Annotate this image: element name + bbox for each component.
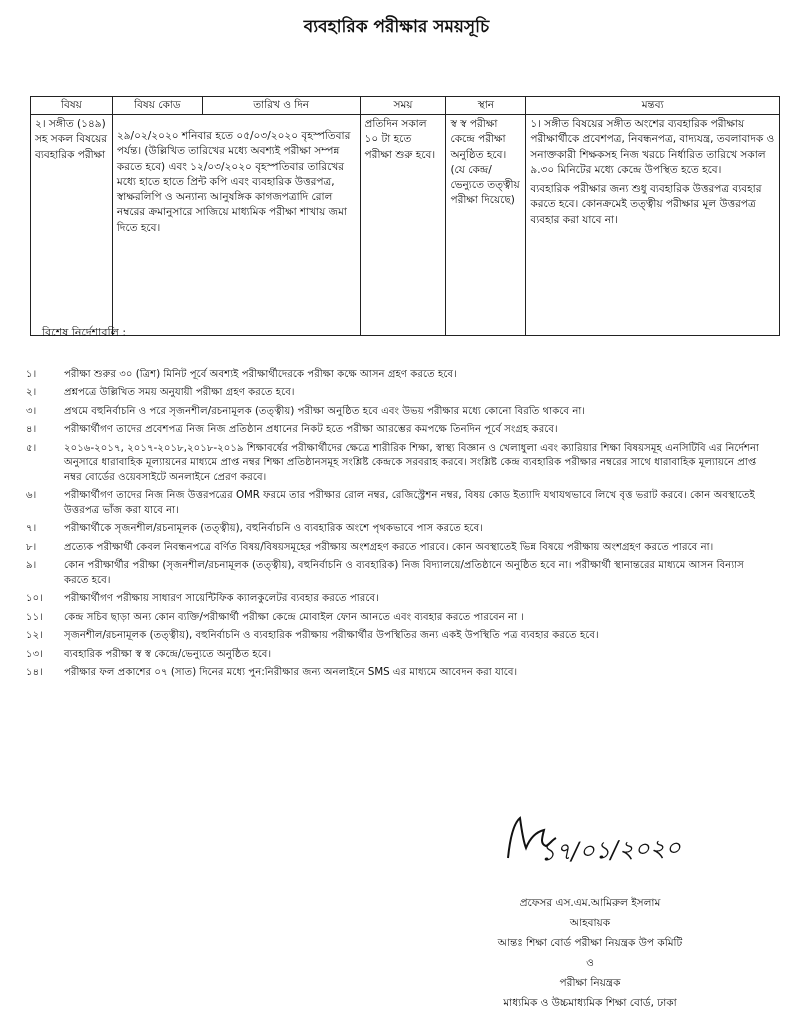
instruction-number: ৯।	[26, 560, 37, 572]
special-instructions-heading: বিশেষ নির্দেশাবলি :	[42, 326, 127, 339]
table-row	[31, 115, 780, 336]
header-subject: বিষয়	[31, 97, 113, 115]
list-item	[26, 368, 766, 382]
header-subject-code: বিষয় কোড	[112, 97, 202, 115]
list-item	[26, 629, 766, 643]
signature-date: ১৭/০১/২০২০	[539, 833, 682, 867]
list-item	[26, 386, 766, 400]
instruction-number: ৫।	[26, 442, 37, 454]
instruction-number: ৬।	[26, 490, 37, 502]
table-header-row	[31, 97, 780, 115]
cell-remarks	[526, 115, 780, 336]
instruction-number: ১০।	[26, 593, 43, 605]
list-item	[26, 405, 766, 419]
signatory-and: ও	[586, 956, 594, 969]
signatory-committee: আন্তঃ শিক্ষা বোর্ড পরীক্ষা নিয়ন্ত্রক উপ কমিটি	[497, 936, 683, 949]
instruction-number: ১৩।	[26, 648, 43, 660]
remarks-paragraph-1: ১। সঙ্গীত বিষয়ের সঙ্গীত অংশের ব্যবহারিক পরীক্ষায় পরীক্ষার্থীকে প্রবেশপত্র, নিবন্ধনপত্র, বাদ্যযন্ত্র, তবলাবাদক ও সনাক্তকারী শিক্ষকসহ নিজ খরচে নির্ধারিত তারিখে সকাল ৯.৩০ মিনিটের মধ্যে কেন্দ্রে উপস্থিত হতে হবে।	[530, 118, 775, 176]
instruction-text: পরীক্ষার্থীগণ পরীক্ষায় সাধারণ সায়েন্টিফিক ক্যালকুলেটর ব্যবহার করতে পারবে।	[64, 593, 379, 605]
list-item	[26, 541, 766, 555]
signatory-board: মাধ্যমিক ও উচ্চমাধ্যমিক শিক্ষা বোর্ড, ঢাকা	[503, 996, 677, 1009]
header-remarks: মন্তব্য	[526, 97, 780, 115]
instruction-text: কেন্দ্র সচিব ছাড়া অন্য কোন ব্যক্তি/পরীক্ষার্থী পরীক্ষা কেন্দ্রে মোবাইল ফোন আনতে এবং ব্যবহার করতে পারবেন না ।	[64, 611, 524, 623]
instruction-number: ১২।	[26, 630, 43, 642]
instruction-number: ৪।	[26, 424, 37, 436]
header-time: সময়	[360, 97, 446, 115]
instruction-text: প্রত্যেক পরীক্ষার্থী কেবল নিবন্ধনপত্রে বর্ণিত বিষয়/বিষয়সমূহের পরীক্ষায় অংশগ্রহণ করতে পারবে। কোন অবস্থাতেই ভিন্ন বিষয়ে পরীক্ষায় অংশগ্রহণ করতে পারবে না।	[64, 541, 714, 553]
instruction-text: পরীক্ষার্থীগণ তাদের প্রবেশপত্র নিজ নিজ প্রতিষ্ঠান প্রধানের নিকট হতে পরীক্ষা আরম্ভের কমপক্ষে তিনদিন পূর্বে সংগ্রহ করবে।	[64, 424, 558, 436]
instruction-text: কোন পরীক্ষার্থীর পরীক্ষা (সৃজনশীল/রচনামূলক (তত্ত্বীয়), বহুনির্বাচনি ও ব্যবহারিক) নিজ বিদ্যালয়ে/প্রতিষ্ঠানে অনুষ্ঠিত হবে না। পরীক্ষার্থী স্থানান্তরের মাধ্যমে আসন বিন্যাস করতে হবে।	[64, 560, 744, 586]
instruction-text: প্রশ্নপত্রে উল্লিখিত সময় অনুযায়ী পরীক্ষা গ্রহণ করতে হবে।	[64, 387, 295, 399]
remarks-paragraph-2: ব্যবহারিক পরীক্ষার জন্য শুধু ব্যবহারিক উত্তরপত্র ব্যবহার করতে হবে। কোনক্রমেই তত্ত্বীয় পরীক্ষার মূল উত্তরপত্র ব্যবহার করা যাবে না।	[530, 183, 762, 226]
instruction-text: সৃজনশীল/রচনামূলক (তত্ত্বীয়), বহুনির্বাচনি ও ব্যবহারিক পরীক্ষায় পরীক্ষার্থীর উপস্থিতির জন্য একই উপস্থিতি পত্র ব্যবহার করতে হবে।	[64, 630, 599, 642]
instruction-number: ২।	[26, 387, 37, 399]
schedule-table	[30, 96, 780, 336]
list-item	[26, 666, 766, 680]
instruction-number: ৭।	[26, 523, 37, 535]
signatory-name: প্রফেসর এস.এম.আমিরুল ইসলাম	[519, 897, 661, 909]
instruction-text: পরীক্ষার্থীগণ তাদের নিজ নিজ উত্তরপত্রের OMR ফরমে তার পরীক্ষার রোল নম্বর, রেজিস্ট্রেশন নম্বর, বিষয় কোড ইত্যাদি যথাযথভাবে লিখে বৃত্ত ভরাট করবে। কোন অবস্থাতেই উত্তরপত্র ভাঁজ করা যাবে না।	[64, 490, 755, 516]
cell-subject: ২। সঙ্গীত (১৪৯) সহ সকল বিষয়ের ব্যবহারিক পরীক্ষা	[31, 115, 113, 336]
instruction-text: পরীক্ষার ফল প্রকাশের ০৭ (সাত) দিনের মধ্যে পুন:নিরীক্ষার জন্য অনলাইনে SMS এর মাধ্যমে আবেদন করা যাবে।	[64, 667, 518, 679]
cell-date	[112, 115, 360, 336]
instruction-text: প্রথমে বহুনির্বাচনি ও পরে সৃজনশীল/রচনামূলক (তত্ত্বীয়) পরীক্ষা অনুষ্ঠিত হবে এবং উভয় পরীক্ষার মধ্যে কোনো বিরতি থাকবে না।	[64, 405, 586, 417]
instruction-number: ৩।	[26, 405, 37, 417]
instruction-number: ১১।	[26, 611, 43, 623]
footer-signatory	[400, 894, 780, 1014]
cell-place: স্ব স্ব পরীক্ষা কেন্দ্রে পরীক্ষা অনুষ্ঠিত হবে। (যে কেন্দ্র/ভেন্যুতে তত্ত্বীয় পরীক্ষা দিয়েছে)	[446, 115, 526, 336]
instruction-number: ৮।	[26, 541, 37, 553]
instruction-number: ১।	[26, 369, 37, 380]
list-item	[26, 592, 766, 606]
list-item	[26, 522, 766, 536]
instruction-text: ২০১৬-২০১৭, ২০১৭-২০১৮,২০১৮-২০১৯ শিক্ষাবর্ষের পরীক্ষার্থীদের ক্ষেত্রে শারীরিক শিক্ষা, স্বাস্থ্য বিজ্ঞান ও খেলাধুলা এবং ক্যারিয়ার শিক্ষা বিষয়সমূহ এনসিটিবি এর নির্দেশনা অনুসারে ধারাবাহিক মূল্যায়নের মাধ্যমে প্রাপ্ত নম্বর শিক্ষা প্রতিষ্ঠানসমূহ সংশ্লিষ্ট কেন্দ্রকে সরবরাহ করবে। সংশ্লিষ্ট কেন্দ্র ব্যবহারিক পরীক্ষার নম্বরের সাথে ধারাবাহিক মূল্যায়নে প্রাপ্ত নম্বর বোর্ডের ওয়েবসাইটে অনলাইনে প্রেরণ করবে।	[64, 442, 759, 483]
signatory-role: আহবায়ক	[569, 916, 611, 929]
instruction-text: ব্যবহারিক পরীক্ষা স্ব স্ব কেন্দ্রে/ভেন্যুতে অনুষ্ঠিত হবে।	[64, 648, 272, 660]
instruction-text: পরীক্ষার্থীকে সৃজনশীল/রচনামূলক (তত্ত্বীয়), বহুনির্বাচনি ও ব্যবহারিক অংশে পৃথকভাবে পাস করতে হবে।	[64, 523, 483, 535]
list-item	[26, 489, 766, 518]
list-item	[26, 648, 766, 662]
instruction-number: ১৪।	[26, 667, 43, 679]
page-title: ব্যবহারিক পরীক্ষার সময়সূচি	[303, 17, 490, 37]
instructions-list	[26, 368, 766, 685]
list-item	[26, 423, 766, 437]
list-item	[26, 559, 766, 588]
list-item	[26, 442, 766, 485]
cell-date-text: ২৯/০২/২০২০ শনিবার হতে ০৫/০৩/২০২০ বৃহস্পতিবার পর্যন্ত। (উল্লিখিত তারিখের মধ্যে অবশ্যই পরীক্ষা সম্পন্ন করতে হবে) এবং ১২/০৩/২০২০ বৃহস্পতিবার তারিখের মধ্যে হাতে হাতে প্রিন্ট কপি এবং ব্যবহারিক উত্তরপত্র, স্বাক্ষরলিপি ও অন্যান্য আনুষঙ্গিক কাগজপত্রাদি রোল নম্বরের ক্রমানুসারে সাজিয়ে মাধ্যমিক পরীক্ষা শাখায় জমা দিতে হবে।	[116, 130, 351, 234]
header-date-day: তারিখ ও দিন	[202, 97, 360, 115]
instruction-text: পরীক্ষা শুরুর ৩০ (ত্রিশ) মিনিট পূর্বে অবশ্যই পরীক্ষার্থীদেরকে পরীক্ষা কক্ষে আসন গ্রহণ করতে হবে।	[64, 369, 457, 380]
list-item	[26, 611, 766, 625]
header-place: স্থান	[446, 97, 526, 115]
cell-time: প্রতিদিন সকাল ১০ টা হতে পরীক্ষা শুরু হবে।	[360, 115, 446, 336]
signatory-controller: পরীক্ষা নিয়ন্ত্রক	[559, 976, 621, 989]
